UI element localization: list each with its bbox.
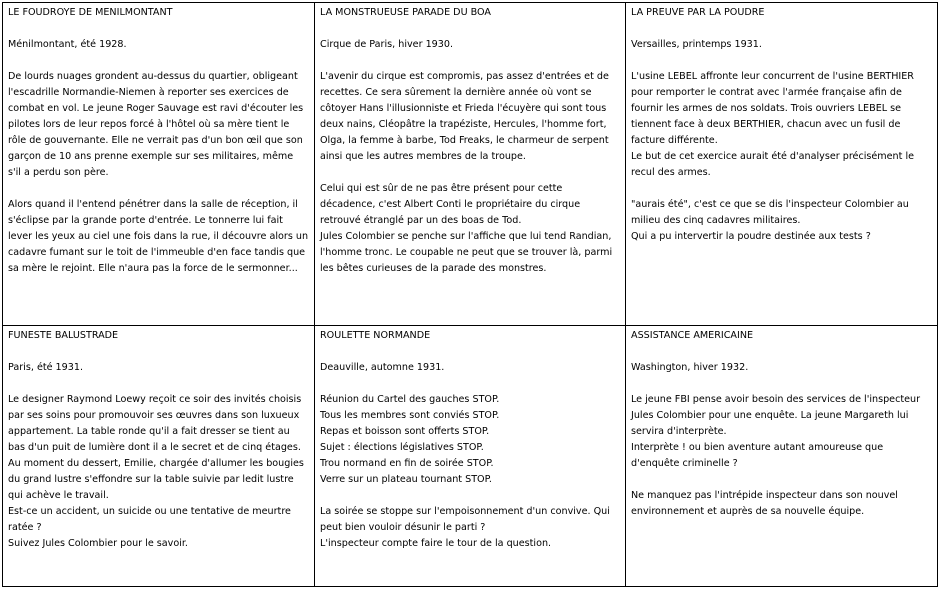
story-setting: Paris, été 1931. (8, 362, 84, 373)
table-row (3, 326, 938, 587)
story-title: ASSISTANCE AMERICAINE (631, 330, 754, 341)
story-paragraph: De lourds nuages grondent au-dessus du quartier, obligeant l'escadrille Normandie-Niemen à reporter ses exercices de combat en vol. Le jeune Roger Sauvage est ravi d'écouter les pilotes lors de leur repos forcé à l'hôtel où sa mère tient le rôle de gouvernante. Elle ne verrait pas d'un bon œil que son garçon de 10 ans prenne exemple sur ses militaires, même s'il a perdu son père. (8, 71, 304, 178)
story-paragraph: Le jeune FBI pense avoir besoin des services de l'inspecteur Jules Colombier pour une enquête. La jeune Margareth lui servira d'interprète. Interprète ! ou bien aventure autant amoureuse que d'enquête criminelle ? (631, 394, 921, 469)
story-paragraph: Le designer Raymond Loewy reçoit ce soir des invités choisis par ses soins pour promouvoir ses œuvres dans son luxueux appartement. La table ronde qu'il a fait dresser se tient au bas d'un puit de lumière dont il a le secret et de cinq étages. Au moment du dessert, Emilie, chargée d'allumer les bougies du grand lustre s'effondre sur la table suivie par ledit lustre qui achève le travail. Est-ce un accident, un suicide ou une tentative de meurtre ratée ? Suivez Jules Colombier pour le savoir. (8, 394, 304, 549)
story-title: FUNESTE BALUSTRADE (8, 330, 119, 341)
story-paragraph: La soirée se stoppe sur l'empoisonnement d'un convive. Qui peut bien vouloir désunir le parti ? L'inspecteur compte faire le tour de la question. (320, 506, 610, 549)
story-title: LA MONSTRUEUSE PARADE DU BOA (320, 7, 491, 18)
story-card-funeste-balustrade (3, 326, 315, 587)
story-paragraph: Ne manquez pas l'intrépide inspecteur dans son nouvel environnement et auprès de sa nouvelle équipe. (631, 490, 898, 517)
story-card-assistance-americaine (626, 326, 938, 587)
story-title: LE FOUDROYE DE MENILMONTANT (8, 7, 173, 18)
story-paragraph: "aurais été", c'est ce que se dis l'inspecteur Colombier au milieu des cinq cadavres militaires. Qui a pu intervertir la poudre destinée aux tests ? (631, 199, 909, 242)
story-paragraph: L'avenir du cirque est compromis, pas assez d'entrées et de recettes. Ce sera sûrement la dernière année où vont se côtoyer Hans l'illusionniste et Frieda l'écuyère qui sont tous deux nains, Cléopâtre la trapéziste, Hercules, l'homme fort, Olga, la femme à barbe, Tod Freaks, le charmeur de serpent ainsi que les autres membres de la troupe. (320, 71, 609, 162)
story-paragraph: Réunion du Cartel des gauches STOP. Tous les membres sont conviés STOP. Repas et boisson sont offerts STOP. Sujet : élections législatives STOP. Trou normand en fin de soirée STOP. Verre sur un plateau tournant STOP. (320, 394, 500, 485)
story-card-foudroye (3, 3, 315, 326)
story-setting: Ménilmontant, été 1928. (8, 39, 127, 50)
story-card-parade-boa (315, 3, 626, 326)
story-setting: Deauville, automne 1931. (320, 362, 445, 373)
story-setting: Washington, hiver 1932. (631, 362, 749, 373)
table-row (3, 3, 938, 326)
story-title: LA PREUVE PAR LA POUDRE (631, 7, 765, 18)
story-setting: Versailles, printemps 1931. (631, 39, 762, 50)
story-paragraph: Alors quand il l'entend pénétrer dans la salle de réception, il s'éclipse par la grande porte d'entrée. Le tonnerre lui fait lever les yeux au ciel une fois dans la rue, il découvre alors un cadavre fumant sur le toit de l'immeuble d'en face tandis que sa mère le rejoint. Elle n'aura pas la force de le sermonner... (8, 199, 309, 274)
story-card-preuve-poudre (626, 3, 938, 326)
story-setting: Cirque de Paris, hiver 1930. (320, 39, 454, 50)
story-paragraph: L'usine LEBEL affronte leur concurrent de l'usine BERTHIER pour remporter le contrat avec l'armée française afin de fournir les armes de nos soldats. Trois ouvriers LEBEL se tiennent face à deux BERTHIER, chacun avec un fusil de facture différente. Le but de cet exercice aurait été d'analyser précisément le recul des armes. (631, 71, 915, 178)
stories-table (2, 2, 938, 587)
story-title: ROULETTE NORMANDE (320, 330, 431, 341)
story-card-roulette-normande (315, 326, 626, 587)
story-paragraph: Celui qui est sûr de ne pas être présent pour cette décadence, c'est Albert Conti le propriétaire du cirque retrouvé étranglé par un des boas de Tod. Jules Colombier se penche sur l'affiche que lui tend Randian, l'homme tronc. Le coupable ne peut que se trouver là, parmi les bêtes curieuses de la parade des monstres. (320, 183, 613, 274)
